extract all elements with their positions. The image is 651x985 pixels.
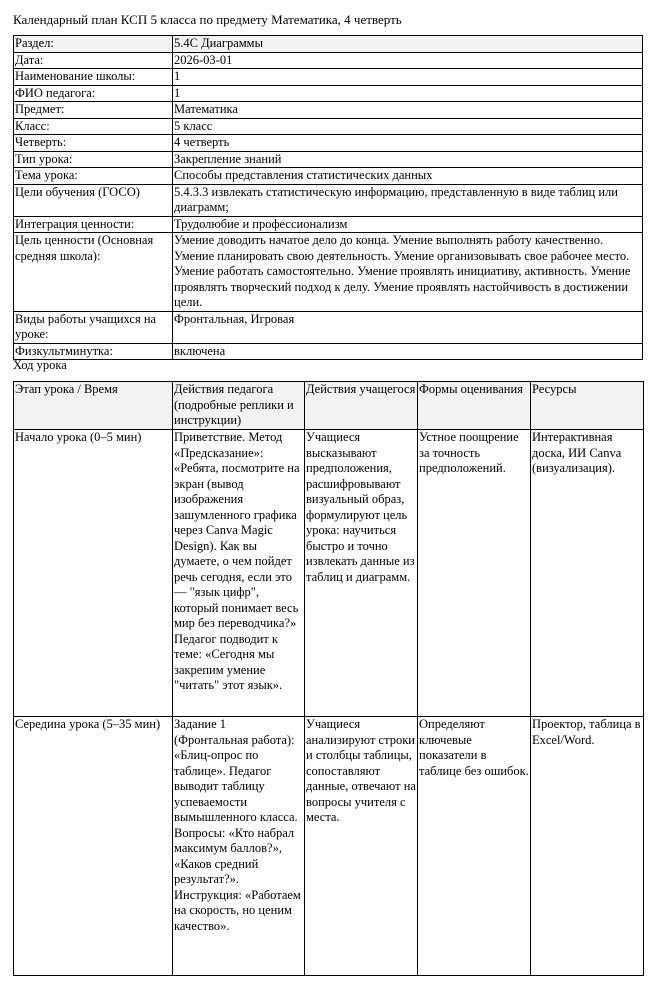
- info-row: [14, 135, 643, 152]
- info-value: Математика: [173, 102, 643, 119]
- info-label: Раздел:: [14, 36, 173, 53]
- info-value: 1: [173, 69, 643, 86]
- info-label: Предмет:: [14, 102, 173, 119]
- info-row: [14, 36, 643, 53]
- info-label: ФИО педагога:: [14, 85, 173, 102]
- info-label: Физкультминутка:: [14, 343, 173, 360]
- plan-header-student: Действия учащегося: [305, 382, 418, 430]
- info-value: 4 четверть: [173, 135, 643, 152]
- info-label: Цель ценности (Основная средняя школа):: [14, 233, 173, 312]
- plan-row: [14, 717, 644, 976]
- lesson-plan-table: [13, 381, 644, 976]
- plan-cell-teacher: Приветствие. Метод «Предсказание»: «Ребята, посмотрите на экран (вывод изображения зашумленного графика через Canva Magic Design). Как вы думаете, о чем пойдет речь сегодня, если это — "язык цифр", который понимает весь мир без переводчика?» Педагог подводит к теме: «Сегодня мы закрепим умение "читать" этот язык».: [173, 430, 305, 717]
- page-title: Календарный план КСП 5 класса по предмету Математика, 4 четверть: [13, 12, 402, 27]
- plan-row: [14, 430, 644, 717]
- info-row: [14, 69, 643, 86]
- info-value: Трудолюбие и профессионализм: [173, 216, 643, 233]
- plan-cell-stage: Середина урока (5–35 мин): [14, 717, 173, 976]
- info-value: 2026-03-01: [173, 52, 643, 69]
- plan-header-stage: Этап урока / Время: [14, 382, 173, 430]
- info-row: [14, 184, 643, 216]
- info-label: Наименование школы:: [14, 69, 173, 86]
- info-label: Цели обучения (ГОСО): [14, 184, 173, 216]
- info-table: [13, 35, 643, 360]
- info-row: [14, 52, 643, 69]
- plan-cell-student: Учащиеся анализируют строки и столбцы таблицы, сопоставляют данные, отвечают на вопросы учителя с места.: [305, 717, 418, 976]
- info-row: [14, 311, 643, 343]
- info-value: 5.4С Диаграммы: [173, 36, 643, 53]
- info-value: Способы представления статистических данных: [173, 168, 643, 185]
- info-value: Умение доводить начатое дело до конца. Умение выполнять работу качественно. Умение планировать свою деятельность. Умение организовывать свое рабочее место. Умение работать самостоятельно. Умение проявлять инициативу, активность. Умение проявлять творческий подход к делу. Умение проявлять настойчивость в достижении цели.: [173, 233, 643, 312]
- info-label: Интеграция ценности:: [14, 216, 173, 233]
- info-label: Класс:: [14, 118, 173, 135]
- plan-cell-stage: Начало урока (0–5 мин): [14, 430, 173, 717]
- plan-cell-assessment: Определяют ключевые показатели в таблице без ошибок.: [418, 717, 531, 976]
- info-label: Тема урока:: [14, 168, 173, 185]
- plan-header-row: [14, 382, 644, 430]
- plan-cell-student: Учащиеся высказывают предположения, расшифровывают визуальный образ, формулируют цель урока: научиться быстро и точно извлекать данные из таблиц и диаграмм.: [305, 430, 418, 717]
- plan-header-teacher: Действия педагога (подробные реплики и инструкции): [173, 382, 305, 430]
- info-value: Закрепление знаний: [173, 151, 643, 168]
- info-label: Четверть:: [14, 135, 173, 152]
- info-label: Тип урока:: [14, 151, 173, 168]
- plan-header-assessment: Формы оценивания: [418, 382, 531, 430]
- info-row: [14, 85, 643, 102]
- info-value: включена: [173, 343, 643, 360]
- info-row: [14, 118, 643, 135]
- info-label: Дата:: [14, 52, 173, 69]
- info-label: Виды работы учащихся на уроке:: [14, 311, 173, 343]
- info-row: [14, 216, 643, 233]
- info-row: [14, 233, 643, 312]
- plan-cell-resources: Проектор, таблица в Excel/Word.: [531, 717, 644, 976]
- info-row: [14, 151, 643, 168]
- plan-cell-resources: Интерактивная доска, ИИ Canva (визуализация).: [531, 430, 644, 717]
- info-value: 1: [173, 85, 643, 102]
- info-row: [14, 102, 643, 119]
- plan-cell-teacher: Задание 1 (Фронтальная работа): «Блиц-опрос по таблице». Педагог выводит таблицу успеваемости вымышленного класса. Вопросы: «Кто набрал максимум баллов?», «Каков средний результат?». Инструкция: «Работаем на скорость, но ценим качество».: [173, 717, 305, 976]
- lesson-progress-title: Ход урока: [13, 358, 67, 372]
- info-value: Фронтальная, Игровая: [173, 311, 643, 343]
- info-row: [14, 343, 643, 360]
- info-value: 5.4.3.3 извлекать статистическую информацию, представленную в виде таблиц или диаграмм;: [173, 184, 643, 216]
- info-value: 5 класс: [173, 118, 643, 135]
- plan-header-resources: Ресурсы: [531, 382, 644, 430]
- plan-cell-assessment: Устное поощрение за точность предположений.: [418, 430, 531, 717]
- info-row: [14, 168, 643, 185]
